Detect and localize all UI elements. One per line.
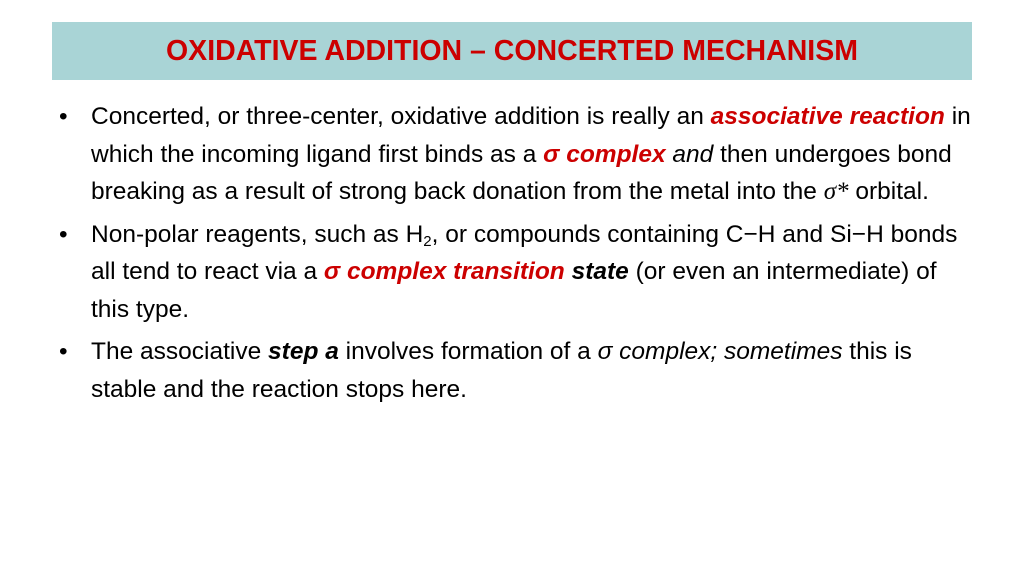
emphasis-text: step a [268, 338, 339, 365]
italic-text: and [672, 140, 714, 168]
bullet-dot-icon: • [59, 338, 68, 365]
bullet-text: in which the incoming ligand first binds as a [91, 103, 971, 168]
bullet-item-1 [55, 98, 975, 211]
bullet-item-2 [55, 216, 975, 329]
slide-content [55, 98, 975, 413]
bullet-text: orbital. [848, 178, 929, 205]
sigma-star-symbol: σ* [823, 178, 849, 205]
bullet-dot-icon: • [59, 220, 68, 248]
bullet-text: (or even an intermediate) of this type. [91, 258, 937, 323]
emphasis-text: associative reaction [710, 103, 945, 130]
bullet-list [55, 98, 975, 408]
emphasis-text: σ complex transition [323, 258, 565, 285]
bullet-item-3 [55, 333, 975, 408]
emphasis-text: state [571, 258, 629, 285]
slide-title: OXIDATIVE ADDITION – CONCERTED MECHANISM [166, 34, 858, 67]
emphasis-text: σ complex [543, 140, 666, 168]
bullet-text: , or compounds containing C−H and Si−H bonds all tend to react via a [91, 220, 958, 285]
italic-text: σ complex; sometimes [597, 338, 843, 365]
bullet-text: The associative [91, 338, 269, 365]
bullet-dot-icon: • [59, 103, 68, 130]
bullet-text: involves formation of a [338, 338, 598, 365]
bullet-text: then undergoes bond breaking as a result of strong back donation from the metal into the [91, 140, 952, 205]
subscript-text: 2 [423, 232, 432, 250]
bullet-text [565, 258, 572, 285]
bullet-text: this is stable and the reaction stops here. [91, 338, 912, 403]
title-bar [52, 22, 972, 80]
bullet-text: Non-polar reagents, such as H [91, 220, 424, 248]
bullet-text: Concerted, or three-center, oxidative addition is really an [91, 103, 711, 130]
